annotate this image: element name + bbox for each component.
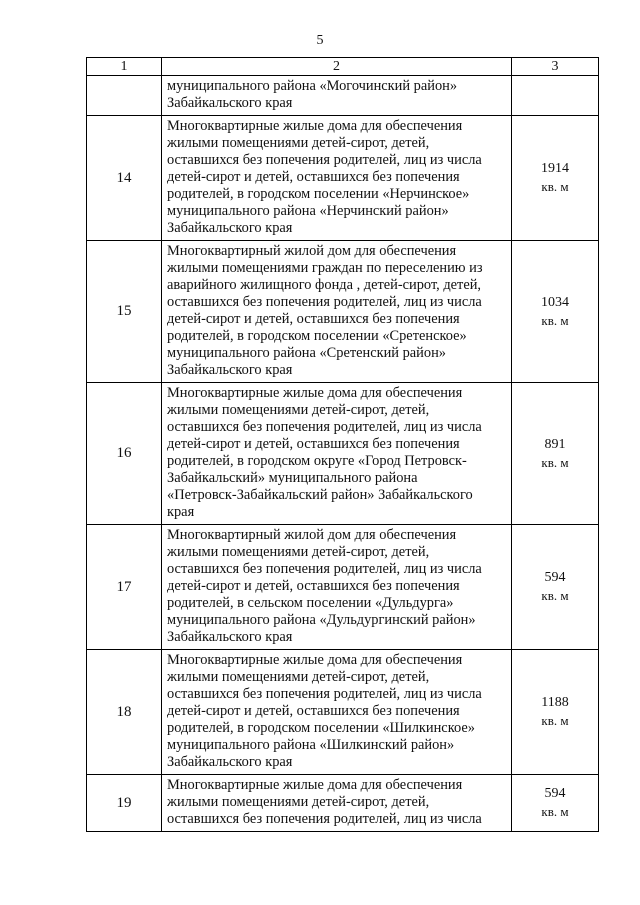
description-line: жилыми помещениями детей-сирот, детей, [167,794,430,810]
description-line: Многоквартирный жилой дом для обеспечения [167,243,457,259]
area-cell [512,525,599,650]
area-unit: кв. м [541,454,569,470]
description-line: Забайкальского края [167,95,293,111]
area-cell [512,76,599,116]
row-number: 17 [87,525,162,650]
area-cell [512,775,599,832]
description-line: детей-сирот и детей, оставшихся без попечения [167,703,460,719]
row-number: 19 [87,775,162,832]
description-line: Забайкальский» муниципального района [167,470,418,486]
description-line: муниципального района «Сретенский район» [167,345,446,361]
description-line: Многоквартирные жилые дома для обеспечения [167,118,463,134]
description-line: родителей, в городском округе «Город Петровск- [167,453,467,469]
column-header-1: 1 [87,58,162,76]
objects-table [86,57,599,832]
description-line: Забайкальского края [167,220,293,236]
description-line: оставшихся без попечения родителей, лиц из числа [167,152,482,168]
description-line: жилыми помещениями детей-сирот, детей, [167,669,430,685]
area-unit: кв. м [541,713,569,728]
description-line: Многоквартирный жилой дом для обеспечения [167,527,457,543]
object-description [162,241,512,383]
table-row [87,525,599,650]
description-line: муниципального района «Шилкинский район» [167,737,455,753]
area-cell [512,116,599,241]
table-row [87,241,599,383]
area-cell [512,241,599,383]
column-header-3: 3 [512,58,599,76]
row-number: 16 [87,383,162,525]
description-line: муниципального района «Могочинский район» [167,78,458,94]
area-cell [512,650,599,775]
area-value: 1188 [541,695,569,710]
description-line: родителей, в городском поселении «Нерчинское» [167,186,470,202]
description-line: Многоквартирные жилые дома для обеспечения [167,385,463,401]
description-line: детей-сирот и детей, оставшихся без попечения [167,169,460,185]
description-line: Многоквартирные жилые дома для обеспечения [167,777,463,793]
description-line: детей-сирот и детей, оставшихся без попечения [167,436,460,452]
column-header-2: 2 [162,58,512,76]
object-description [162,383,512,525]
area-unit: кв. м [541,588,569,603]
description-line: оставшихся без попечения родителей, лиц из числа [167,294,482,310]
description-line: оставшихся без попечения родителей, лиц из числа [167,811,482,827]
description-line: муниципального района «Нерчинский район» [167,203,449,219]
area-value: 1034 [541,294,569,310]
object-description [162,76,512,116]
description-line: оставшихся без попечения родителей, лиц из числа [167,686,482,702]
page-number: 5 [316,33,324,48]
area-value: 594 [544,570,566,585]
row-number: 15 [87,241,162,383]
table-row [87,76,599,116]
description-line: родителей, в городском поселении «Сретенское» [167,328,467,344]
table-row [87,775,599,832]
object-description [162,650,512,775]
area-value: 1914 [541,161,569,176]
description-line: «Петровск-Забайкальский район» Забайкальского [167,487,473,503]
area-unit: кв. м [541,179,569,194]
area-value: 891 [544,436,566,452]
description-line: оставшихся без попечения родителей, лиц из числа [167,561,482,577]
description-line: Забайкальского края [167,629,293,645]
description-line: оставшихся без попечения родителей, лиц из числа [167,419,482,435]
area-unit: кв. м [541,804,569,819]
object-description [162,116,512,241]
description-line: края [167,504,195,520]
description-line: родителей, в городском поселении «Шилкинское» [167,720,475,736]
description-line: жилыми помещениями граждан по переселению из [167,260,483,276]
description-line: жилыми помещениями детей-сирот, детей, [167,135,430,151]
description-line: аварийного жилищного фонда , детей-сирот, детей, [167,277,482,293]
description-line: Забайкальского края [167,754,293,770]
object-description [162,525,512,650]
area-cell [512,383,599,525]
table-row [87,383,599,525]
table-row [87,116,599,241]
table-row [87,650,599,775]
object-description [162,775,512,832]
area-unit: кв. м [541,312,569,328]
row-number: 14 [87,116,162,241]
description-line: детей-сирот и детей, оставшихся без попечения [167,578,460,594]
area-value: 594 [544,786,566,801]
description-line: жилыми помещениями детей-сирот, детей, [167,544,430,560]
row-number: 18 [87,650,162,775]
description-line: жилыми помещениями детей-сирот, детей, [167,402,430,418]
description-line: Многоквартирные жилые дома для обеспечения [167,652,463,668]
description-line: детей-сирот и детей, оставшихся без попечения [167,311,460,327]
description-line: родителей, в сельском поселении «Дульдурга» [167,595,454,611]
description-line: муниципального района «Дульдургинский район» [167,612,476,628]
description-line: Забайкальского края [167,362,293,378]
table-header-row [87,58,599,76]
row-number [87,76,162,116]
